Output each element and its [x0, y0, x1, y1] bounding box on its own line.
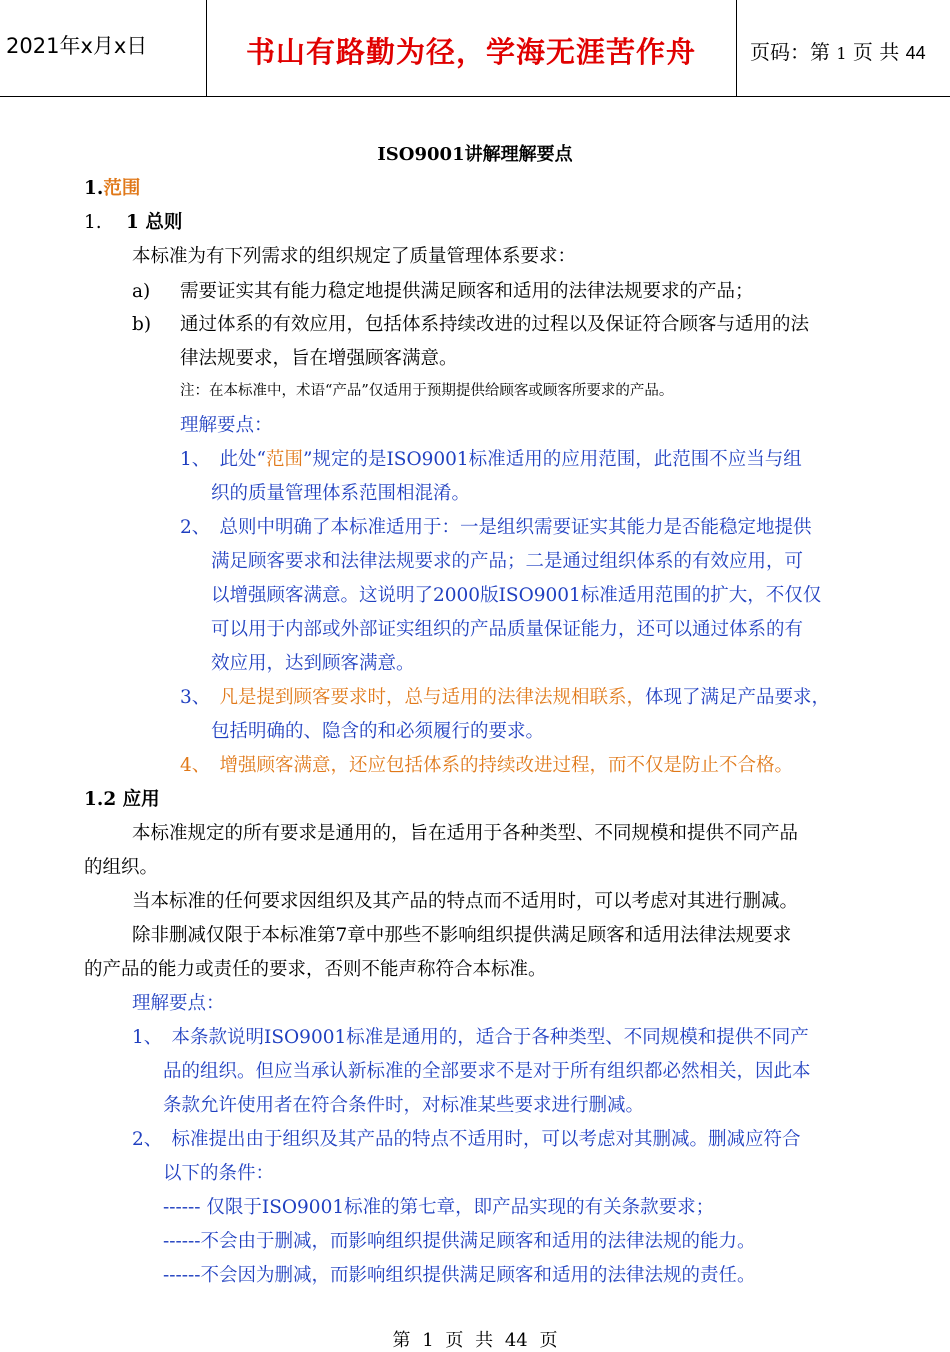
understanding-2-point-1-line1: 1、 本条款说明ISO9001标准是通用的，适合于各种类型、不同规模和提供不同产 [132, 1027, 809, 1048]
understanding-1-point-2-line1: 2、 总则中明确了本标准适用于：一是组织需要证实其能力是否能稳定地提供 [180, 517, 812, 538]
header-date: 2021年x月x日 [6, 34, 148, 58]
item-a-text: 需要证实其有能力稳定地提供满足顾客和适用的法律法规要求的产品； [180, 281, 754, 302]
header-motto-cell [206, 0, 737, 96]
point-1-prefix: 1、 此处“ [180, 449, 266, 470]
section-1-2-para1-line1: 本标准规定的所有要求是通用的，旨在适用于各种类型、不同规模和提供不同产品 [132, 823, 799, 844]
point-3-prefix: 3、 [180, 687, 220, 708]
page-footer: 第 1 页 共 44 页 [392, 1330, 558, 1351]
section-1-heading [84, 180, 140, 199]
point-3-highlight: 凡是提到顾客要求时，总与适用的法律法规相联系， [219, 687, 646, 708]
item-a-label: a) [132, 281, 151, 302]
understanding-1-point-3-line2: 包括明确的、隐含的和必须履行的要求。 [211, 721, 545, 742]
header-page-number [750, 36, 926, 65]
header-motto: 书山有路勤为径，学海无涯苦作舟 [245, 35, 696, 69]
section-1-2-para2: 当本标准的任何要求因组织及其产品的特点而不适用时，可以考虑对其进行删减。 [132, 891, 799, 912]
understanding-2-point-2-line2: 以下的条件： [163, 1163, 275, 1184]
point-1-suffix: ”规定的是ISO9001标准适用的应用范围，此范围不应当与组 [303, 449, 802, 470]
note: 注：在本标准中，术语“产品”仅适用于预期提供给顾客或顾客所要求的产品。 [180, 383, 674, 399]
understanding-1-point-3-line1 [180, 689, 830, 708]
understanding-heading-2: 理解要点： [132, 993, 225, 1014]
header-page-label: 页码：第 [750, 40, 830, 64]
understanding-1-point-1-line1 [180, 451, 802, 470]
condition-2: ------不会由于删减，而影响组织提供满足顾客和适用的法律法规的能力。 [163, 1231, 756, 1252]
understanding-1-point-1-line2: 织的质量管理体系范围相混淆。 [211, 483, 471, 504]
section-1-1-number: 1. [84, 212, 102, 233]
understanding-2-point-1-line3: 条款允许使用者在符合条件时，对标准某些要求进行删减。 [163, 1095, 645, 1116]
understanding-2-point-1-line2: 品的组织。但应当承认新标准的全部要求不是对于所有组织都必然相关，因此本 [163, 1061, 811, 1082]
section-1-2-title: 1.2 应用 [84, 789, 160, 810]
understanding-1-point-2-line2: 满足顾客要求和法律法规要求的产品；二是通过组织体系的有效应用，可 [211, 551, 804, 572]
header-page-total: 44 [905, 43, 926, 63]
section-1-number: 1. [84, 178, 104, 199]
point-3-suffix: 体现了满足产品要求， [645, 687, 831, 708]
understanding-1-point-4: 4、 增强顾客满意，还应包括体系的持续改进过程，而不仅是防止不合格。 [180, 755, 794, 776]
section-1-2-para1-line2: 的组织。 [84, 857, 159, 878]
section-1-2-para3-line2: 的产品的能力或责任的要求，否则不能声称符合本标准。 [84, 959, 547, 980]
understanding-heading-1: 理解要点： [180, 415, 273, 436]
understanding-1-point-2-line4: 可以用于内部或外部证实组织的产品质量保证能力，还可以通过体系的有 [211, 619, 804, 640]
understanding-1-point-2-line5: 效应用，达到顾客满意。 [211, 653, 415, 674]
header-page-mid: 页 共 [852, 40, 900, 64]
section-1-1-title: 1 总则 [126, 212, 183, 233]
understanding-2-point-2-line1: 2、 标准提出由于组织及其产品的特点不适用时，可以考虑对其删减。删减应符合 [132, 1129, 801, 1150]
header-page-cell [736, 0, 950, 96]
item-b-text-line2: 律法规要求，旨在增强顾客满意。 [180, 348, 458, 369]
condition-1: ------ 仅限于ISO9001标准的第七章，即产品实现的有关条款要求； [163, 1197, 715, 1218]
point-1-highlight: 范围 [265, 449, 303, 470]
condition-3: ------不会因为删减，而影响组织提供满足顾客和适用的法律法规的责任。 [163, 1265, 756, 1286]
header-date-cell [0, 0, 207, 96]
section-1-1-intro: 本标准为有下列需求的组织规定了质量管理体系要求： [132, 246, 577, 267]
item-b-text-line1: 通过体系的有效应用，包括体系持续改进的过程以及保证符合顾客与适用的法 [180, 314, 810, 335]
understanding-1-point-2-line3: 以增强顾客满意。这说明了2000版ISO9001标准适用范围的扩大，不仅仅 [211, 585, 822, 606]
section-1-name: 范围 [103, 178, 141, 199]
header-page-num: 1 [836, 44, 847, 63]
item-b-label: b) [132, 314, 152, 335]
document-title: ISO9001讲解理解要点 [377, 144, 573, 165]
section-1-2-para3-line1: 除非删减仅限于本标准第7章中那些不影响组织提供满足顾客和适用法律法规要求 [132, 925, 792, 946]
page-header [0, 0, 950, 97]
